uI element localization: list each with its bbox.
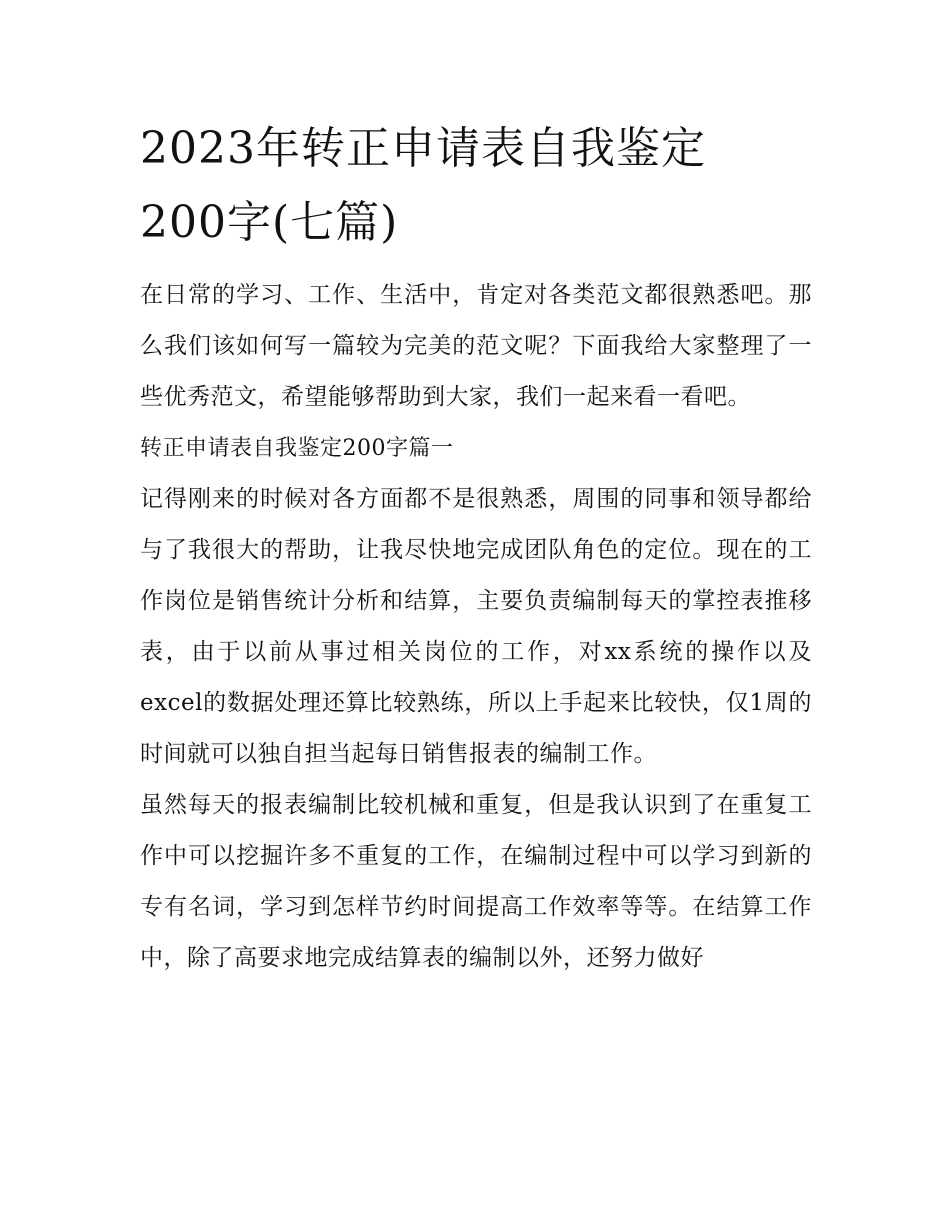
section-heading: 转正申请表自我鉴定200字篇一 — [140, 436, 454, 461]
title-line-1: 2023年转正申请表自我鉴定 — [140, 123, 706, 174]
document-body — [140, 270, 812, 984]
document-content — [140, 112, 812, 984]
body-paragraph-1: 记得刚来的时候对各方面都不是很熟悉，周围的同事和领导都给与了我很大的帮助，让我尽快地完成团队角色的定位。现在的工作岗位是销售统计分析和结算，主要负责编制每天的掌控表推移表，由于以前从事过相关岗位的工作，对xx系统的操作以及excel的数据处理还算比较熟练，所以上手起来比较快，仅1周的时间就可以独自担当起每日销售报表的编制工作。 — [140, 486, 812, 767]
intro-paragraph: 在日常的学习、工作、生活中，肯定对各类范文都很熟悉吧。那么我们该如何写一篇较为完美的范文呢？下面我给大家整理了一些优秀范文，希望能够帮助到大家，我们一起来看一看吧。 — [140, 282, 812, 410]
title-line-2: 200字(七篇) — [140, 197, 399, 248]
document-title — [140, 112, 812, 260]
body-paragraph-2: 虽然每天的报表编制比较机械和重复，但是我认识到了在重复工作中可以挖掘许多不重复的工作，在编制过程中可以学习到新的专有名词，学习到怎样节约时间提高工作效率等等。在结算工作中，除了高要求地完成结算表的编制以外，还努力做好 — [140, 792, 812, 971]
